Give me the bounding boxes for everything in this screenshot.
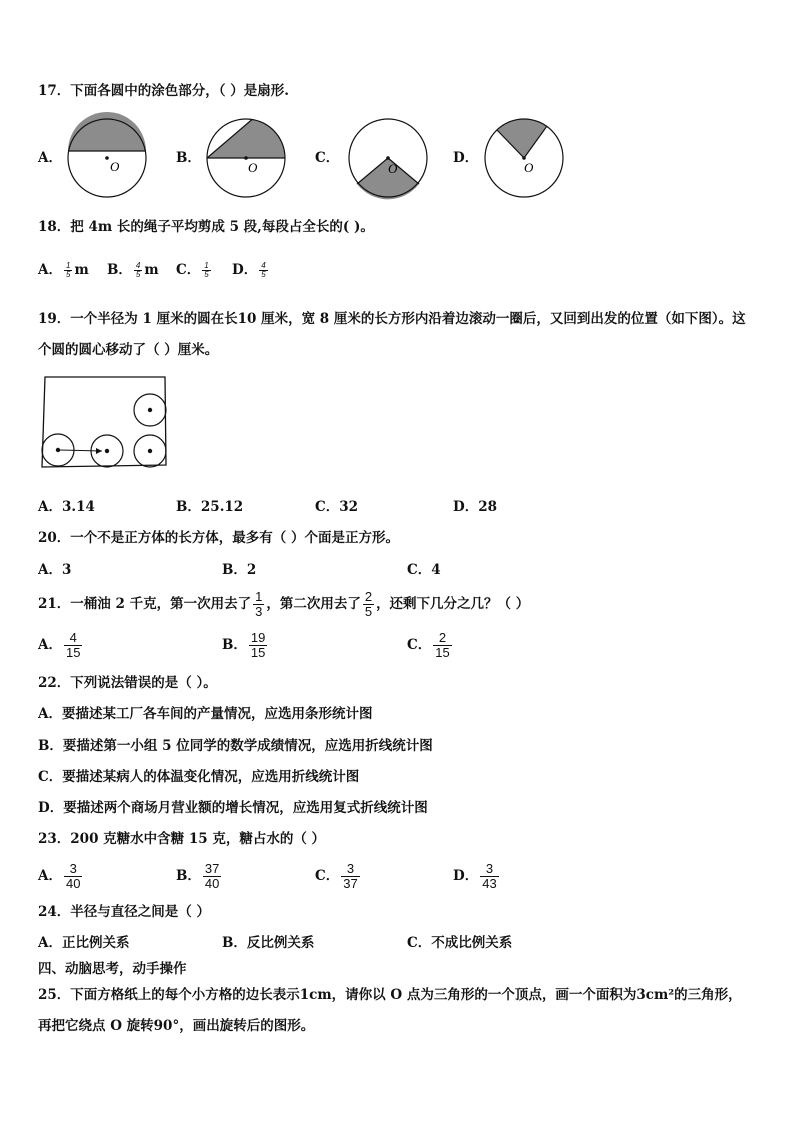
q19-option-a: A．3.14 <box>38 499 95 515</box>
q23-option-a: A． $\frac{3}{40}$ <box>38 861 81 891</box>
q17-circle-c-figure <box>348 118 430 200</box>
q21-option-c: C． $\frac{2}{15}$ <box>407 630 450 660</box>
q19-stem-line1: 19．一个半径为 1 厘米的圆在长10 厘米，宽 8 厘米的长方形内沿着边滚动一圈后，又回到出发的位置（如下图）。这 <box>38 311 746 327</box>
q21-option-a: A． $\frac{4}{15}$ <box>38 630 81 660</box>
q17-option-a: A． <box>38 150 62 166</box>
q23-option-d: D． $\frac{3}{43}$ <box>453 861 497 891</box>
q17-b-center-label: O <box>248 160 258 175</box>
q17-d-center-label: O <box>524 160 534 175</box>
q22-stem: 22．下列说法错误的是（ ）。 <box>38 675 217 691</box>
q17-circle-b-figure <box>206 118 288 200</box>
q23-option-b: B． $\frac{37}{40}$ <box>176 861 220 891</box>
q20-option-c: C．4 <box>407 562 441 578</box>
section-heading: 四、动脑思考，动手操作 <box>38 961 187 977</box>
q19-stem-line2: 个圆的圆心移动了（ ）厘米。 <box>38 342 219 358</box>
q22-option-a: A．要描述某工厂各车间的产量情况，应选用条形统计图 <box>38 706 373 722</box>
q17-c-center-label: O <box>388 161 398 176</box>
q17-stem: 17．下面各圆中的涂色部分，（ ）是扇形. <box>38 83 289 99</box>
q20-option-a: A．3 <box>38 562 72 578</box>
q18-option-d: D． $\frac{4}{5}$ <box>232 261 266 279</box>
q17-a-center-label: O <box>110 159 120 174</box>
q20-stem: 20．一个不是正方体的长方体，最多有（ ）个面是正方形。 <box>38 530 399 546</box>
q18-option-a: A． $\frac{1}{5}$ m <box>38 261 89 279</box>
q24-option-a: A．正比例关系 <box>38 935 130 951</box>
q19-rolling-circle-diagram <box>40 375 168 467</box>
q23-option-c: C． $\frac{3}{37}$ <box>315 861 358 891</box>
q19-option-b: B．25.12 <box>176 499 244 515</box>
q24-stem: 24．半径与直径之间是（ ） <box>38 904 210 920</box>
q24-option-b: B．反比例关系 <box>222 935 315 951</box>
q23-stem: 23．200 克糖水中含糖 15 克，糖占水的（ ） <box>38 831 326 847</box>
q17-option-d: D． <box>453 150 479 166</box>
q20-option-b: B．2 <box>222 562 257 578</box>
q21-option-b: B． $\frac{19}{15}$ <box>222 630 266 660</box>
q17-option-b: B． <box>176 150 201 166</box>
q21-stem: 21．一桶油 2 千克，第一次用去了 $\frac{1}{3}$ ，第二次用去了 $\frac{2}{5}$ ，还剩下几分之几？（ ） <box>38 589 530 619</box>
q25-stem-line1: 25．下面方格纸上的每个小方格的边长表示1cm，请你以 O 点为三角形的一个顶点，画一个面积为3cm²的三角形， <box>38 987 742 1003</box>
q19-option-c: C．32 <box>315 499 359 515</box>
q25-stem-line2: 再把它绕点 O 旋转90°，画出旋转后的图形。 <box>38 1018 315 1034</box>
q17-option-c: C． <box>315 150 340 166</box>
q17-circle-d-figure <box>484 118 566 200</box>
q17-circle-a-figure <box>67 118 149 200</box>
q18-stem: 18．把 4m 长的绳子平均剪成 5 段,每段占全长的( )。 <box>38 219 374 235</box>
q18-option-b: B． $\frac{4}{5}$ m <box>107 261 159 279</box>
q18-option-c: C． $\frac{1}{5}$ <box>176 261 209 279</box>
q22-option-c: C．要描述某病人的体温变化情况，应选用折线统计图 <box>38 769 360 785</box>
q22-option-b: B．要描述第一小组 5 位同学的数学成绩情况，应选用折线统计图 <box>38 738 433 754</box>
q24-option-c: C．不成比例关系 <box>407 935 513 951</box>
q22-option-d: D．要描述两个商场月营业额的增长情况，应选用复式折线统计图 <box>38 800 428 816</box>
q19-option-d: D．28 <box>453 499 497 515</box>
